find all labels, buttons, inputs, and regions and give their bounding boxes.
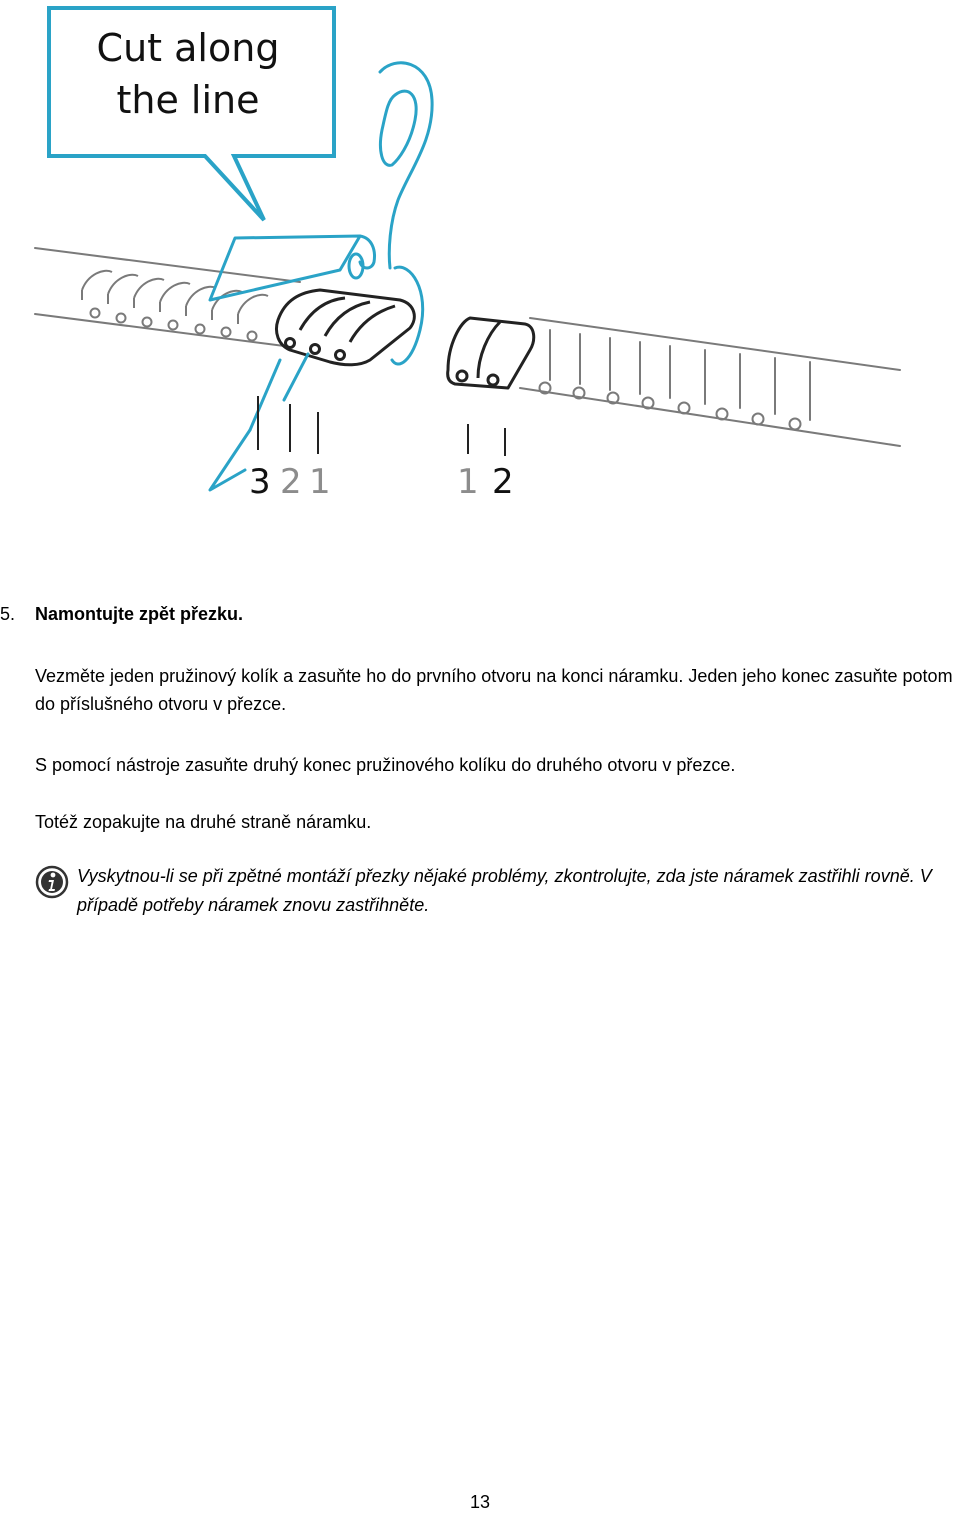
mark-left-1: 1 xyxy=(309,462,331,502)
paragraph-repeat: Totéž zopakujte na druhé straně náramku. xyxy=(35,812,372,832)
step-heading xyxy=(0,604,244,625)
paragraph-use-tool: S pomocí nástroje zasuňte druhý konec pružinového kolíku do druhého otvoru v přezce. xyxy=(35,755,736,775)
mark-right-1: 1 xyxy=(457,462,479,502)
cut-segments-left xyxy=(277,290,415,365)
cut-marks xyxy=(258,396,505,456)
callout-line-1: Cut along xyxy=(96,26,280,70)
callout-line-2: the line xyxy=(116,78,260,122)
cut-segments-right xyxy=(448,318,534,388)
mark-left-3: 3 xyxy=(249,462,271,502)
mark-left-2: 2 xyxy=(280,462,302,502)
note-text: Vyskytnou-li se při zpětné montáží přezky nějaké problémy, zkontrolujte, zda jste náramek zastřihli rovně. V případě potřeby náramek znovu zastřihněte. xyxy=(77,866,932,915)
step-title: Namontujte zpět přezku. xyxy=(35,604,244,624)
band-left-segments xyxy=(82,271,268,341)
info-icon xyxy=(35,865,69,899)
mark-right-2: 2 xyxy=(492,462,514,502)
band-right xyxy=(520,318,900,446)
callout-text xyxy=(52,22,324,126)
step-number: 5. xyxy=(0,604,16,624)
paragraph-insert-pin: Vezměte jeden pružinový kolík a zasuňte ho do prvního otvoru na konci náramku. Jeden jeho konec zasuňte potom do příslušného otvoru v přezce. xyxy=(35,666,953,714)
note-block xyxy=(35,862,960,920)
page-number: 13 xyxy=(469,1492,491,1512)
band-left xyxy=(35,248,300,348)
